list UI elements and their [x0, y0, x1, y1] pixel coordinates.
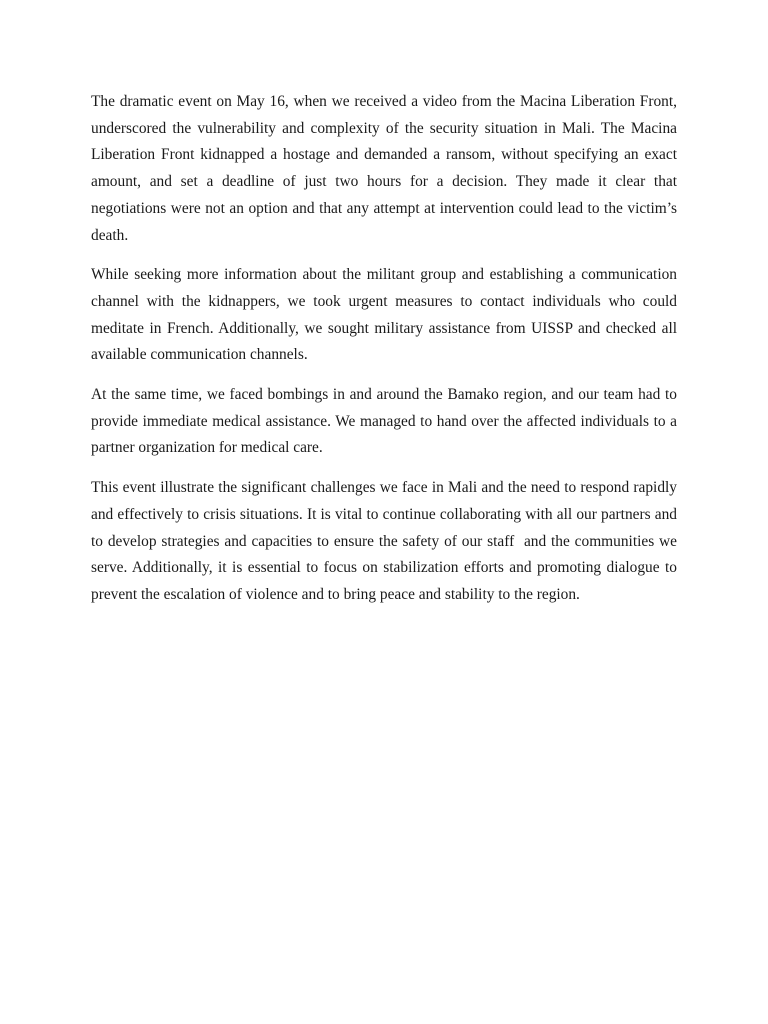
paragraph-4: This event illustrate the significant challenges we face in Mali and the need to respond rapidly and effectively to crisis situations. It is vital to continue collaborating with all our partners and to develop strategies and capacities to ensure the safety of our staff and the communities we serve. Additionally, it is essential to focus on stabilization efforts and promoting dialogue to prevent the escalation of violence and to bring peace and stability to the region.: [91, 479, 681, 603]
paragraph-2: While seeking more information about the militant group and establishing a communication channel with the kidnappers, we took urgent measures to contact individuals who could meditate in French. Additionally, we sought military assistance from UISSP and checked all available communication channels.: [91, 266, 681, 364]
paragraph-1: The dramatic event on May 16, when we received a video from the Macina Liberation Front, underscored the vulnerability and complexity of the security situation in Mali. The Macina Liberation Front kidnapped a hostage and demanded a ransom, without specifying an exact amount, and set a deadline of just two hours for a decision. They made it clear that negotiations were not an option and that any attempt at intervention could lead to the victim’s death.: [91, 93, 681, 244]
paragraph-3: At the same time, we faced bombings in and around the Bamako region, and our team had to provide immediate medical assistance. We managed to hand over the affected individuals to a partner organization for medical care.: [91, 386, 681, 457]
document-body: [91, 89, 681, 622]
